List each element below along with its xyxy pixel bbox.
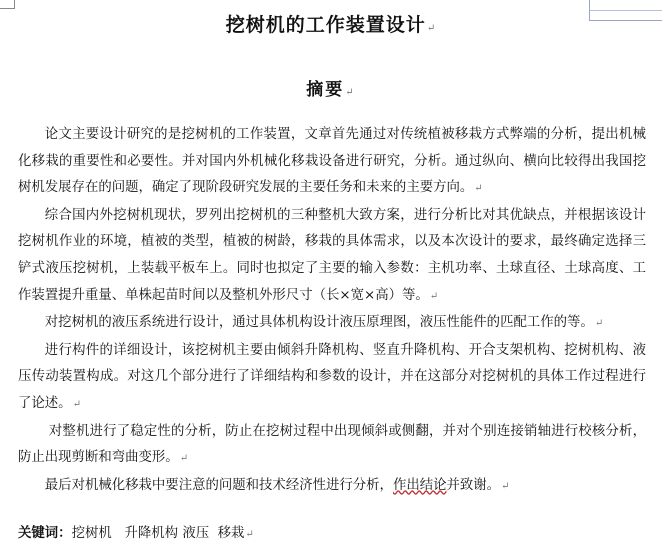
abstract-paragraph-1 <box>18 122 646 203</box>
paragraph-text: 综合国内外挖树机现状，罗列出挖树机的三种整机大致方案，进行分析比对其优缺点，并根据该设计挖树机作业的环境，植被的类型，植被的树龄，移栽的具体需求，以及本次设计的要求，最终确定选择三铲式液压挖树机，上装载平板车上。同时也拟定了主要的输入参数：主机功率、土球直径、土球高度、工作装置提升重量、单株起苗时间以及整机外形尺寸（长×宽×高）等。 <box>18 207 646 303</box>
paragraph-text: 最后对机械化移栽中要注意的问题和技术经济性进行分析， <box>44 477 393 493</box>
abstract-paragraph-3 <box>18 310 646 338</box>
paragraph-mark-icon: ↵ <box>501 480 510 492</box>
keywords-line <box>18 522 254 546</box>
paragraph-mark-icon: ↵ <box>72 398 81 410</box>
paragraph-mark-icon: ↵ <box>429 290 439 302</box>
margin-corner-mark <box>0 0 15 9</box>
abstract-heading-text: 摘要 <box>306 80 345 100</box>
keywords-label: 关键词： <box>18 525 72 541</box>
abstract-heading <box>0 75 662 100</box>
paragraph-mark-icon: ↵ <box>345 87 356 98</box>
keywords-value: 挖树机 升降机构 液压 移栽 <box>71 526 245 541</box>
paragraph-text: 并致谢。 <box>446 477 501 493</box>
paragraph-text: 进行构件的详细设计，该挖树机主要由倾斜升降机构、竖直升降机构、开合支架机构、挖树机构、液压传动装置构成。对这几个部分进行了详细结构和参数的设计，并在这部分对挖树机的具体工作过程进行了论述。 <box>18 342 646 411</box>
abstract-body <box>18 122 646 500</box>
paragraph-text: 对整机进行了稳定性的分析，防止在挖树过程中出现倾斜或侧翻，并对个别连接销轴进行校核分析，防止出现剪断和弯曲变形。 <box>18 423 646 466</box>
paragraph-text: 对挖树机的液压系统进行设计，通过具体机构设计液压原理图，液压性能件的匹配工作的等。 <box>44 315 594 331</box>
paragraph-mark-icon: ↵ <box>594 318 604 330</box>
document-title <box>0 10 662 37</box>
abstract-paragraph-5 <box>18 419 646 473</box>
paragraph-mark-icon: ↵ <box>179 453 189 465</box>
abstract-paragraph-4 <box>18 338 646 419</box>
paragraph-text: 论文主要设计研究的是挖树机的工作装置，文章首先通过对传统植被移栽方式弊端的分析，提出机械化移栽的重要性和必要性。并对国内外机械化移栽设备进行研究，分析。通过纵向、横向比较得出我国挖树机发展存在的问题，确定了现阶段研究发展的主要任务和未来的主要方向。 <box>18 127 646 196</box>
abstract-paragraph-6 <box>18 473 646 501</box>
spellcheck-underlined-text: 作出结论 <box>392 477 447 493</box>
title-text: 挖树机的工作装置设计 <box>225 14 426 36</box>
abstract-paragraph-2 <box>18 203 646 310</box>
paragraph-mark-icon: ↵ <box>474 183 483 195</box>
paragraph-mark-icon: ↵ <box>245 529 254 540</box>
paragraph-mark-icon: ↵ <box>426 23 437 34</box>
